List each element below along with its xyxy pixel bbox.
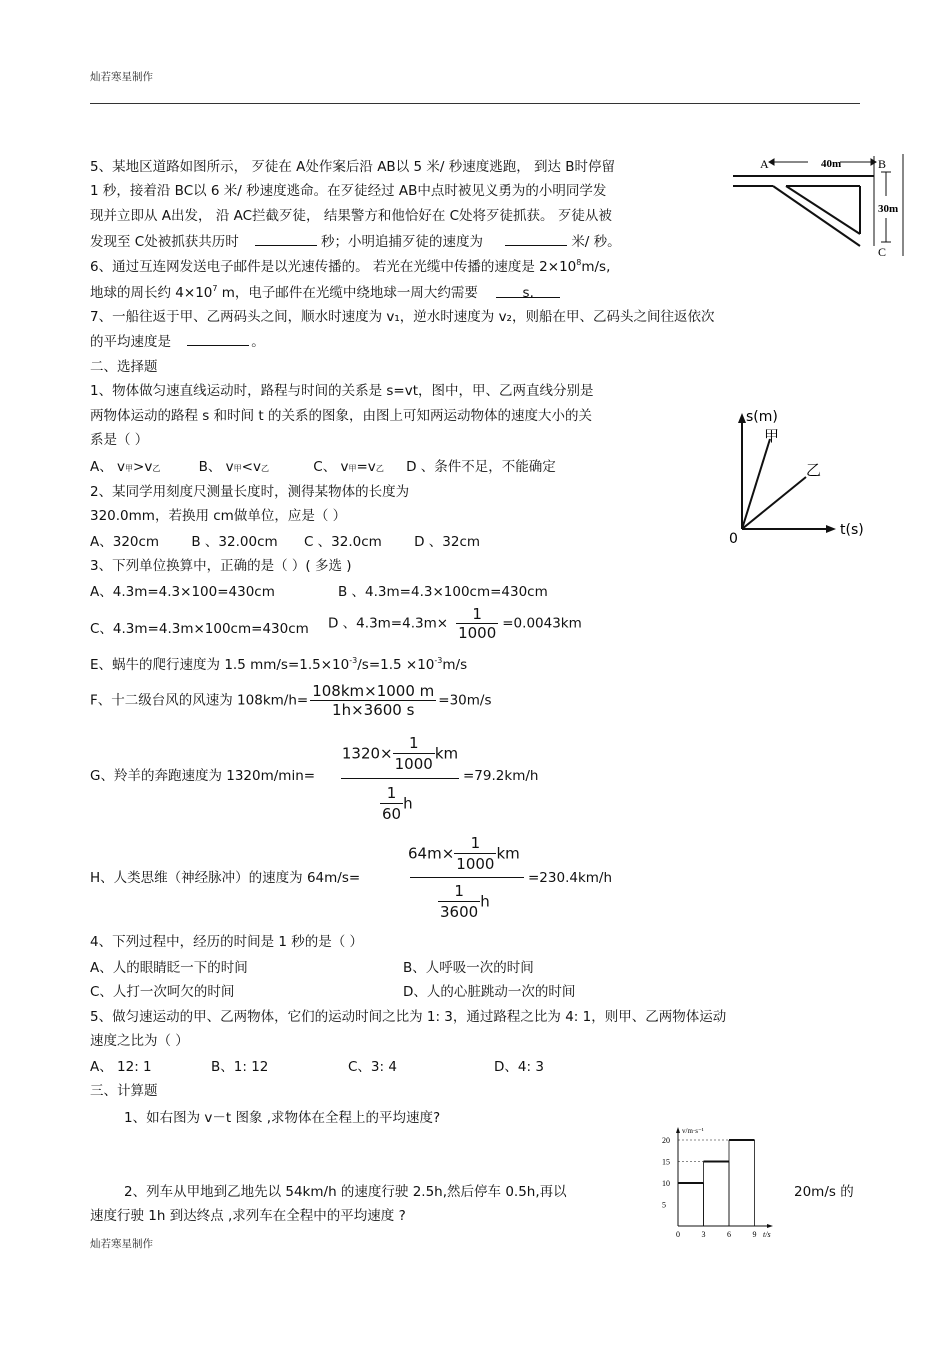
q7-line1: 7、一船往返于甲、乙两码头之间，顺水时速度为 v₁，逆水时速度为 v₂，则船在甲、乙码头之间往返依次 — [90, 309, 715, 325]
s2q3-opt-e[interactable]: E、蜗牛的爬行速度为 1.5 $mm/s=1.5\times 10^{-3}/s=1.5 \times 10^{-3}m/s$ — [90, 656, 468, 673]
q6-line2 — [90, 285, 560, 301]
q5-blank-time[interactable] — [255, 233, 317, 246]
s2q1-options — [90, 459, 556, 477]
s2q1-line3: 系是（ ） — [90, 432, 149, 448]
q6-line2-a: 地球的周长约 4×10 — [90, 285, 213, 301]
s2q3-h-numerator: 64m× $\frac{1}{1000}$ km — [408, 834, 520, 873]
s2q5-opt-d[interactable]: D、4: 3 — [494, 1059, 544, 1075]
s2q5-line2: 速度之比为（ ） — [90, 1033, 189, 1049]
q7-line2-b: 。 — [251, 334, 265, 350]
st-ylabel: s(m) — [746, 409, 778, 425]
s2q3-g-fraction-bar — [341, 778, 459, 779]
s2q5-opt-c[interactable]: C、3: 4 — [348, 1059, 397, 1075]
q5-line4-b: 秒；小明追捕歹徒的速度为 — [321, 234, 484, 250]
q7-blank[interactable] — [187, 333, 249, 346]
q7-line2 — [90, 333, 265, 350]
q5-line1: 5、某地区道路如图所示， 歹徒在 A处作案后沿 AB以 5 米/ 秒速度逃跑， 到达 B时停留 — [90, 159, 616, 175]
s2q2-opt-b[interactable]: B 、32.00cm — [191, 534, 278, 550]
vt-ytick-15: 15 — [662, 1157, 670, 1167]
s2q5-opt-a[interactable]: A、 12: 1 — [90, 1059, 152, 1075]
st-label-yi: 乙 — [806, 461, 822, 479]
s2q3-g-denominator: $\frac{1}{60}$ h — [382, 784, 413, 823]
s2q1-opt-b[interactable]: B、 v甲<v乙 — [198, 459, 269, 475]
s2q3-g-numerator: 1320× $\frac{1}{1000}$ km — [341, 734, 459, 773]
s2q3-d-fraction: $\frac{1}{1000}$ — [458, 605, 497, 642]
s2q4-opt-c[interactable]: C、人打一次呵欠的时间 — [90, 984, 235, 1000]
section2-title: 二、选择题 — [90, 359, 158, 375]
vt-xtick-9: 9 — [752, 1230, 757, 1239]
s2q4-opt-d[interactable]: D、人的心脏跳动一次的时间 — [403, 984, 576, 1000]
road-diagram — [728, 150, 910, 260]
road-label-ab: 40m — [821, 158, 842, 170]
road-label-bc: 30m — [878, 203, 899, 215]
s3q2-line1: 2、列车从甲地到乙地先以 54km/h 的速度行驶 2.5h,然后停车 0.5h,再以 — [124, 1184, 567, 1200]
s2q2-opt-a[interactable]: A、320cm — [90, 534, 160, 550]
q5-blank-speed[interactable] — [505, 233, 567, 246]
st-xlabel: t(s) — [840, 522, 864, 538]
q5-line4 — [90, 233, 621, 250]
s3q2-line1-end: 20m/s 的 — [794, 1184, 854, 1200]
vt-ytick-10: 10 — [662, 1179, 670, 1188]
s2q3-opt-c[interactable]: C、4.3m=4.3m×100cm=430cm — [90, 621, 309, 637]
q6-line1-sup: 8 — [576, 258, 582, 267]
s2q2-opt-c[interactable]: C 、32.0cm — [303, 534, 382, 550]
s2q4-line1: 4、下列过程中，经历的时间是 1 秒的是（ ） — [90, 934, 364, 950]
q6-line1 — [90, 259, 610, 275]
s2q3-h-denominator: $\frac{1}{3600}$ h — [440, 882, 490, 921]
road-label-a: A — [760, 157, 769, 171]
s3q2-line2: 速度行驶 1h 到达终点 ,求列车在全程中的平均速度 ? — [90, 1208, 406, 1224]
q5-line3: 现并立即从 A出发， 沿 AC拦截歹徒， 结果警方和他恰好在 C处将歹徒抓获。 歹徒从被 — [90, 208, 612, 224]
s2q3-opt-g-label[interactable]: G、羚羊的奔跑速度为 1320m/min= — [90, 768, 316, 784]
s2q2-line2: 320.0mm，若换用 cm做单位，应是（ ） — [90, 508, 347, 524]
vt-xtick-6: 6 — [727, 1230, 731, 1239]
st-graph — [728, 405, 878, 547]
s2q5-opt-b[interactable]: B、1: 12 — [211, 1059, 269, 1075]
q5-line4-a: 发现至 C处被抓获共历时 — [90, 234, 239, 250]
s2q2-line1: 2、某同学用刻度尺测量长度时，测得某物体的长度为 — [90, 484, 410, 500]
vt-ytick-20: 20 — [662, 1136, 670, 1145]
q7-line2-a: 的平均速度是 — [90, 334, 171, 350]
road-label-c: C — [878, 245, 887, 259]
q6-unit: s. — [522, 285, 534, 301]
road-label-b: B — [878, 157, 887, 171]
s2q2-options — [90, 534, 480, 550]
page-header: 灿若寒星制作 — [90, 71, 153, 83]
s2q3-opt-d[interactable]: D 、4.3m=4.3m× $\frac{1}{1000}$ =0.0043km — [328, 605, 582, 642]
q5-line4-c: 米/ 秒。 — [571, 234, 621, 250]
vt-xtick-0: 0 — [676, 1230, 680, 1239]
s2q1-opt-c[interactable]: C、 v甲=v乙 — [313, 459, 384, 475]
q6-blank[interactable] — [496, 285, 560, 301]
q6-line1-a: 6、通过互连网发送电子邮件是以光速传播的。 若光在光缆中传播的速度是 2×10 — [90, 259, 577, 275]
s2q3-h-result: =230.4km/h — [528, 870, 613, 886]
s2q3-opt-f[interactable]: F、十二级台风的风速为 108km/h= $\frac{108km\times 1000 m}{1h\times 3600 s}$ =30m/s — [90, 682, 492, 719]
q6-line2-sup: 7 — [212, 284, 218, 293]
s2q4-opt-a[interactable]: A、人的眼睛眨一下的时间 — [90, 960, 248, 976]
page-footer: 灿若寒星制作 — [90, 1238, 153, 1250]
s2q3-line1: 3、下列单位换算中，正确的是（ ）( 多选 ) — [90, 558, 352, 574]
st-origin: 0 — [729, 531, 738, 547]
s3q1: 1、如右图为 v－t 图象 ,求物体在全程上的平均速度? — [124, 1110, 441, 1126]
vt-graph — [660, 1122, 780, 1240]
vt-xlabel: t/s — [763, 1230, 771, 1239]
s2q3-g-result: =79.2km/h — [463, 768, 539, 784]
s2q1-opt-a[interactable]: A、 v甲>v乙 — [90, 459, 161, 475]
s2q2-opt-d[interactable]: D 、32cm — [414, 534, 481, 550]
vt-ylabel: v/m·s⁻¹ — [682, 1127, 704, 1135]
header-rule — [90, 103, 860, 104]
s2q4-opt-b[interactable]: B、人呼吸一次的时间 — [403, 960, 534, 976]
s2q3-opt-a[interactable]: A、4.3m=4.3×100=430cm — [90, 584, 275, 600]
s2q3-opt-h-label[interactable]: H、人类思维（神经脉冲）的速度为 64m/s= — [90, 870, 361, 886]
s2q1-opt-d[interactable]: D 、条件不足，不能确定 — [406, 459, 556, 475]
s2q3-f-fraction: $\frac{108km\times 1000 m}{1h\times 3600 s}$ — [312, 682, 435, 719]
q6-line2-b: m，电子邮件在光缆中绕地球一周大约需要 — [217, 285, 478, 301]
s2q5-line1: 5、做匀速运动的甲、乙两物体，它们的运动时间之比为 1: 3，通过路程之比为 4: 1，则甲、乙两物体运动 — [90, 1009, 727, 1025]
s2q1-line2: 两物体运动的路程 s 和时间 t 的关系的图象，由图上可知两运动物体的速度大小的关 — [90, 408, 592, 424]
section3-title: 三、计算题 — [90, 1083, 158, 1099]
st-line-yi — [742, 477, 806, 529]
q6-line1-b: m/s, — [581, 259, 611, 275]
st-line-jia — [742, 439, 770, 529]
vt-xtick-3: 3 — [701, 1230, 706, 1239]
s2q1-line1: 1、物体做匀速直线运动时，路程与时间的关系是 s=vt，图中，甲、乙两直线分别是 — [90, 383, 594, 399]
q5-line2: 1 秒，接着沿 BC以 6 米/ 秒速度逃命。在歹徒经过 AB中点时被见义勇为的小明同学发 — [90, 183, 607, 199]
s2q3-h-fraction-bar — [410, 877, 524, 878]
vt-ytick-5: 5 — [662, 1200, 666, 1210]
s2q3-opt-b[interactable]: B 、4.3m=4.3×100cm=430cm — [338, 584, 548, 600]
st-label-jia: 甲 — [764, 427, 780, 445]
